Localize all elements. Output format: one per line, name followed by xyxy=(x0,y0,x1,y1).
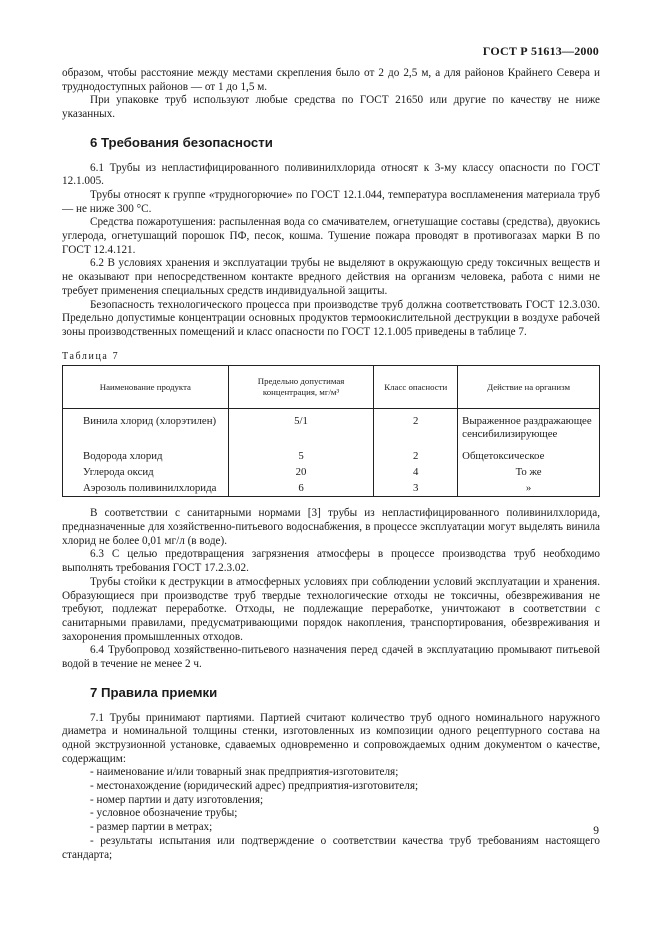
paragraph: Безопасность технологического процесса при производстве труб должна соответствовать ГОСТ 12.3.030. Предельно допустимые концентрации основных продуктов термоокислительной деструкции в воздухе рабочей зоны производственных помещений и класс опасности по ГОСТ 12.1.005 приведены в таблице 7. xyxy=(62,298,600,338)
table-cell: Аэрозоль поливинилхлорида xyxy=(63,480,229,497)
table-cell: 5/1 xyxy=(228,409,374,442)
table-row xyxy=(63,480,600,497)
table-cell: Общетоксическое xyxy=(458,442,600,464)
table-row xyxy=(63,442,600,464)
column-header-concentration: Предельно допустимая концентрация, мг/м³ xyxy=(228,366,374,409)
table-row xyxy=(63,409,600,442)
table-cell: » xyxy=(458,480,600,497)
table-cell: То же xyxy=(458,464,600,480)
page-content xyxy=(62,67,600,862)
table-cell: 20 xyxy=(228,464,374,480)
section-6-heading: 6 Требования безопасности xyxy=(90,134,273,150)
table-cell: 4 xyxy=(374,464,458,480)
column-header-product: Наименование продукта xyxy=(63,366,229,409)
column-header-effect: Действие на организм xyxy=(458,366,600,409)
paragraph-6-3: 6.3 С целью предотвращения загрязнения атмосферы в процессе производства труб необходимо выполнять требования ГОСТ 17.2.3.02. xyxy=(62,548,600,575)
paragraph: Трубы стойки к деструкции в атмосферных условиях при соблюдении условий эксплуатации и хранения. Образующиеся при производстве труб твердые технологические отходы не токсичны, обезвреживания не требуют, подлежат переработке. Отходы, не подлежащие переработке, уничтожают в соответствии с санитарными правилами, предусматривающими порядок накопления, транспортирования, обезвреживания и захоронения промышленных отходов. xyxy=(62,575,600,643)
list-item: - размер партии в метрах; xyxy=(90,821,213,834)
table-cell: 2 xyxy=(374,409,458,442)
paragraph-7-1: 7.1 Трубы принимают партиями. Партией считают количество труб одного номинального наружного диаметра и номинальной толщины стенки, изготовленных из композиции одного рецептурного состава на одной экструзионной установке, сдаваемых одновременно и сопровождаемых одним документом о качестве, содержащим: xyxy=(62,711,600,765)
table-cell: 3 xyxy=(374,480,458,497)
paragraph: В соответствии с санитарными нормами [3] трубы из непластифицированного поливинилхлорида, предназначенные для хозяйственно-питьевого водоснабжения, в процессе эксплуатации могут выделять винила хлорид не более 0,01 мг/л (в воде). xyxy=(62,507,600,547)
list-item: - результаты испытания или подтверждение о соответствии качества труб требованиям настоящего стандарта; xyxy=(62,834,600,861)
table-cell: 2 xyxy=(374,442,458,464)
paragraph: Средства пожаротушения: распыленная вода со смачивателем, огнетушащие составы (средства), двуокись углерода, огнетушащий порошок ПФ, песок, кошма. Тушение пожара проводят в противогазах марки В по ГОСТ 12.4.121. xyxy=(62,216,600,256)
table-cell: Водорода хлорид xyxy=(63,442,229,464)
paragraph: образом, чтобы расстояние между местами скрепления было от 2 до 2,5 м, а для районов Крайнего Севера и труднодоступных районов — от 1 до 1,5 м. xyxy=(62,67,600,93)
table-caption: Таблица 7 xyxy=(62,350,120,362)
paragraph: При упаковке труб используют любые средства по ГОСТ 21650 или другие по качеству не ниже указанных. xyxy=(62,94,600,121)
paragraph: Трубы относят к группе «трудногорючие» по ГОСТ 12.1.044, температура воспламенения материала труб — не ниже 300 °С. xyxy=(62,188,600,215)
document-contents-list xyxy=(62,766,600,862)
document-number: ГОСТ Р 51613—2000 xyxy=(482,44,599,58)
column-header-hazard-class: Класс опасности xyxy=(374,366,458,409)
table-7 xyxy=(62,365,600,497)
section-7-heading: 7 Правила приемки xyxy=(90,684,218,700)
table-row xyxy=(63,464,600,480)
page-number: 9 xyxy=(593,825,599,837)
paragraph-6-1: 6.1 Трубы из непластифицированного поливинилхлорида относят к 3-му классу опасности по ГОСТ 12.1.005. xyxy=(62,161,600,188)
list-item: - номер партии и дату изготовления; xyxy=(90,793,264,806)
table-cell: Выраженное раздражающее сенсибилизирующее xyxy=(458,409,600,442)
list-item: - наименование и/или товарный знак предприятия-изготовителя; xyxy=(90,766,399,779)
list-item: - местонахождение (юридический адрес) предприятия-изготовителя; xyxy=(90,780,419,793)
paragraph-6-2: 6.2 В условиях хранения и эксплуатации трубы не выделяют в окружающую среду токсичных веществ и не оказывают при непосредственном контакте вредного действия на организм человека, работа с ними не требует применения специальных средств индивидуальной защиты. xyxy=(62,257,600,297)
table-header-row xyxy=(63,366,600,409)
table-cell: Углерода оксид xyxy=(63,464,229,480)
table-cell: Винила хлорид (хлорэтилен) xyxy=(63,409,229,442)
paragraph-6-4: 6.4 Трубопровод хозяйственно-питьевого назначения перед сдачей в эксплуатацию промывают питьевой водой в течение не менее 2 ч. xyxy=(62,644,600,671)
list-item: - условное обозначение трубы; xyxy=(90,807,238,820)
table-cell: 6 xyxy=(228,480,374,497)
table-cell: 5 xyxy=(228,442,374,464)
